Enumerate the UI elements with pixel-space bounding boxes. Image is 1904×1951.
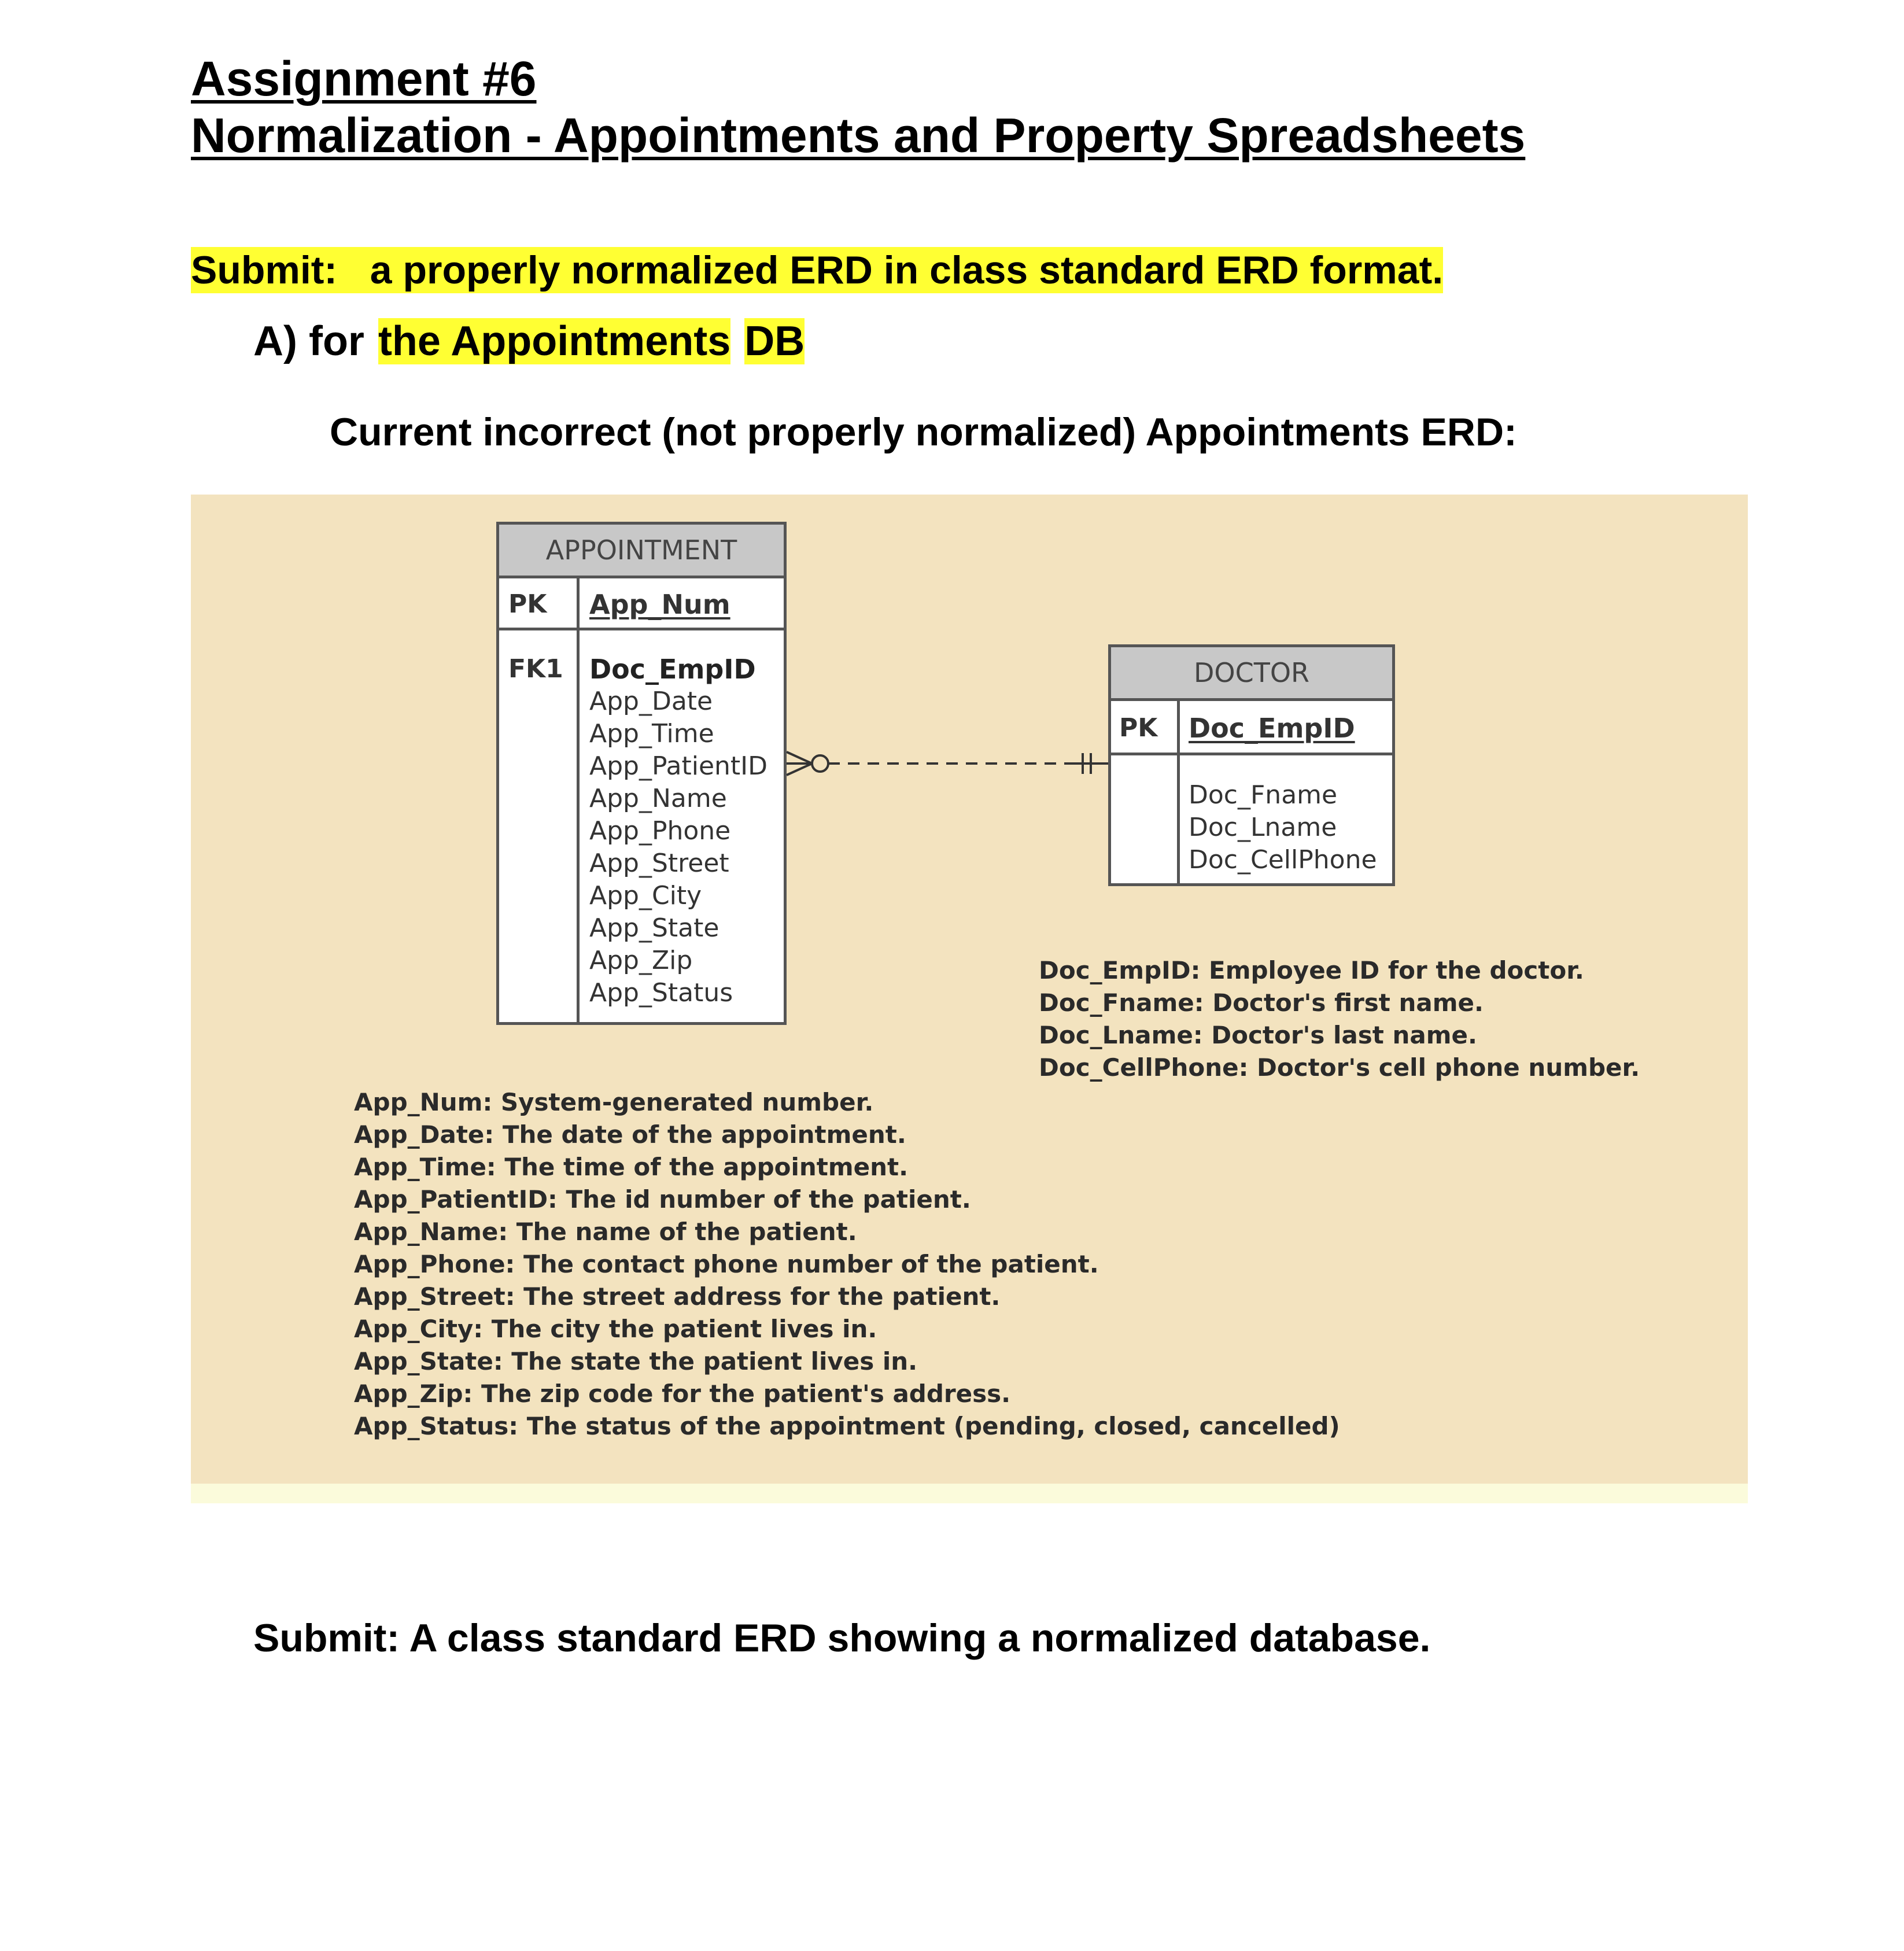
appointment-key-column-divider	[577, 578, 580, 1022]
doctor-entity	[1108, 644, 1395, 886]
appointment-note: App_Zip: The zip code for the patient's address.	[354, 1380, 1011, 1408]
assignment-title: Assignment #6	[191, 51, 537, 106]
submit-text: a properly normalized ERD in class standard ERD format.	[370, 248, 1444, 292]
appointment-doctor-relationship	[787, 740, 1110, 787]
part-a-prefix: A) for	[253, 318, 364, 364]
appointment-attribute: App_Time	[589, 719, 714, 748]
doctor-note: Doc_CellPhone: Doctor's cell phone number.	[1039, 1053, 1640, 1082]
doctor-key-column-divider	[1177, 701, 1180, 883]
appointment-attribute: App_City	[589, 881, 702, 910]
part-a-highlight-1: the Appointments	[378, 318, 731, 364]
erd-panel-bottom-strip	[191, 1484, 1748, 1503]
doctor-note: Doc_EmpID: Employee ID for the doctor.	[1039, 956, 1584, 984]
appointment-note: App_Status: The status of the appointment (pending, closed, cancelled)	[354, 1412, 1340, 1440]
appointment-attribute: App_Name	[589, 784, 727, 813]
appointment-note: App_Num: System-generated number.	[354, 1088, 874, 1116]
part-a-highlight-2: DB	[744, 318, 805, 364]
appointment-fk-attribute: Doc_EmpID	[589, 654, 756, 685]
doctor-pk-label: PK	[1119, 713, 1158, 743]
appointment-note: App_Name: The name of the patient.	[354, 1218, 857, 1246]
part-a-heading	[253, 316, 805, 367]
submit-label: Submit:	[191, 248, 338, 292]
appointment-entity-title: APPOINTMENT	[499, 525, 784, 578]
doctor-attribute: Doc_Lname	[1189, 813, 1337, 842]
appointment-fk-label: FK1	[508, 654, 563, 684]
zero-circle	[812, 755, 828, 772]
doctor-attribute: Doc_Fname	[1189, 780, 1338, 810]
final-submit-instruction: Submit: A class standard ERD showing a normalized database.	[253, 1616, 1431, 1660]
doctor-pk-divider	[1111, 753, 1392, 755]
appointment-attribute: App_State	[589, 913, 719, 943]
appointment-attribute: App_PatientID	[589, 751, 768, 781]
appointment-note: App_Date: The date of the appointment.	[354, 1120, 906, 1149]
appointment-attribute: App_Zip	[589, 946, 693, 975]
doctor-attribute-list	[1189, 779, 1377, 876]
appointment-pk-label: PK	[508, 589, 547, 619]
assignment-subtitle: Normalization - Appointments and Property Spreadsheets	[191, 108, 1526, 163]
appointment-attribute: App_Street	[589, 849, 729, 878]
doctor-note: Doc_Lname: Doctor's last name.	[1039, 1021, 1477, 1049]
current-erd-label: Current incorrect (not properly normalized) Appointments ERD:	[330, 410, 1517, 454]
appointment-note: App_Time: The time of the appointment.	[354, 1153, 909, 1181]
appointment-notes	[354, 1086, 1340, 1443]
appointment-note: App_State: The state the patient lives in.	[354, 1347, 918, 1375]
appointment-note: App_Street: The street address for the patient.	[354, 1282, 1001, 1311]
doctor-notes	[1039, 954, 1640, 1084]
appointment-note: App_PatientID: The id number of the patient.	[354, 1185, 971, 1214]
appointment-pk-attribute: App_Num	[589, 589, 730, 620]
doctor-note: Doc_Fname: Doctor's first name.	[1039, 989, 1484, 1017]
appointment-entity	[496, 522, 787, 1025]
appointment-attribute-list	[589, 685, 767, 1009]
appointment-attribute: App_Status	[589, 978, 733, 1008]
doctor-pk-attribute: Doc_EmpID	[1189, 713, 1355, 744]
appointment-attribute: App_Phone	[589, 816, 731, 846]
appointment-pk-divider	[499, 628, 784, 630]
crows-foot-upper	[787, 752, 812, 764]
appointment-note: App_City: The city the patient lives in.	[354, 1315, 877, 1343]
doctor-entity-title: DOCTOR	[1111, 647, 1392, 701]
appointment-note: App_Phone: The contact phone number of the patient.	[354, 1250, 1099, 1278]
appointment-attribute: App_Date	[589, 687, 713, 716]
submit-instruction	[191, 246, 1443, 294]
crows-foot-lower	[787, 764, 812, 775]
doctor-attribute: Doc_CellPhone	[1189, 845, 1377, 875]
